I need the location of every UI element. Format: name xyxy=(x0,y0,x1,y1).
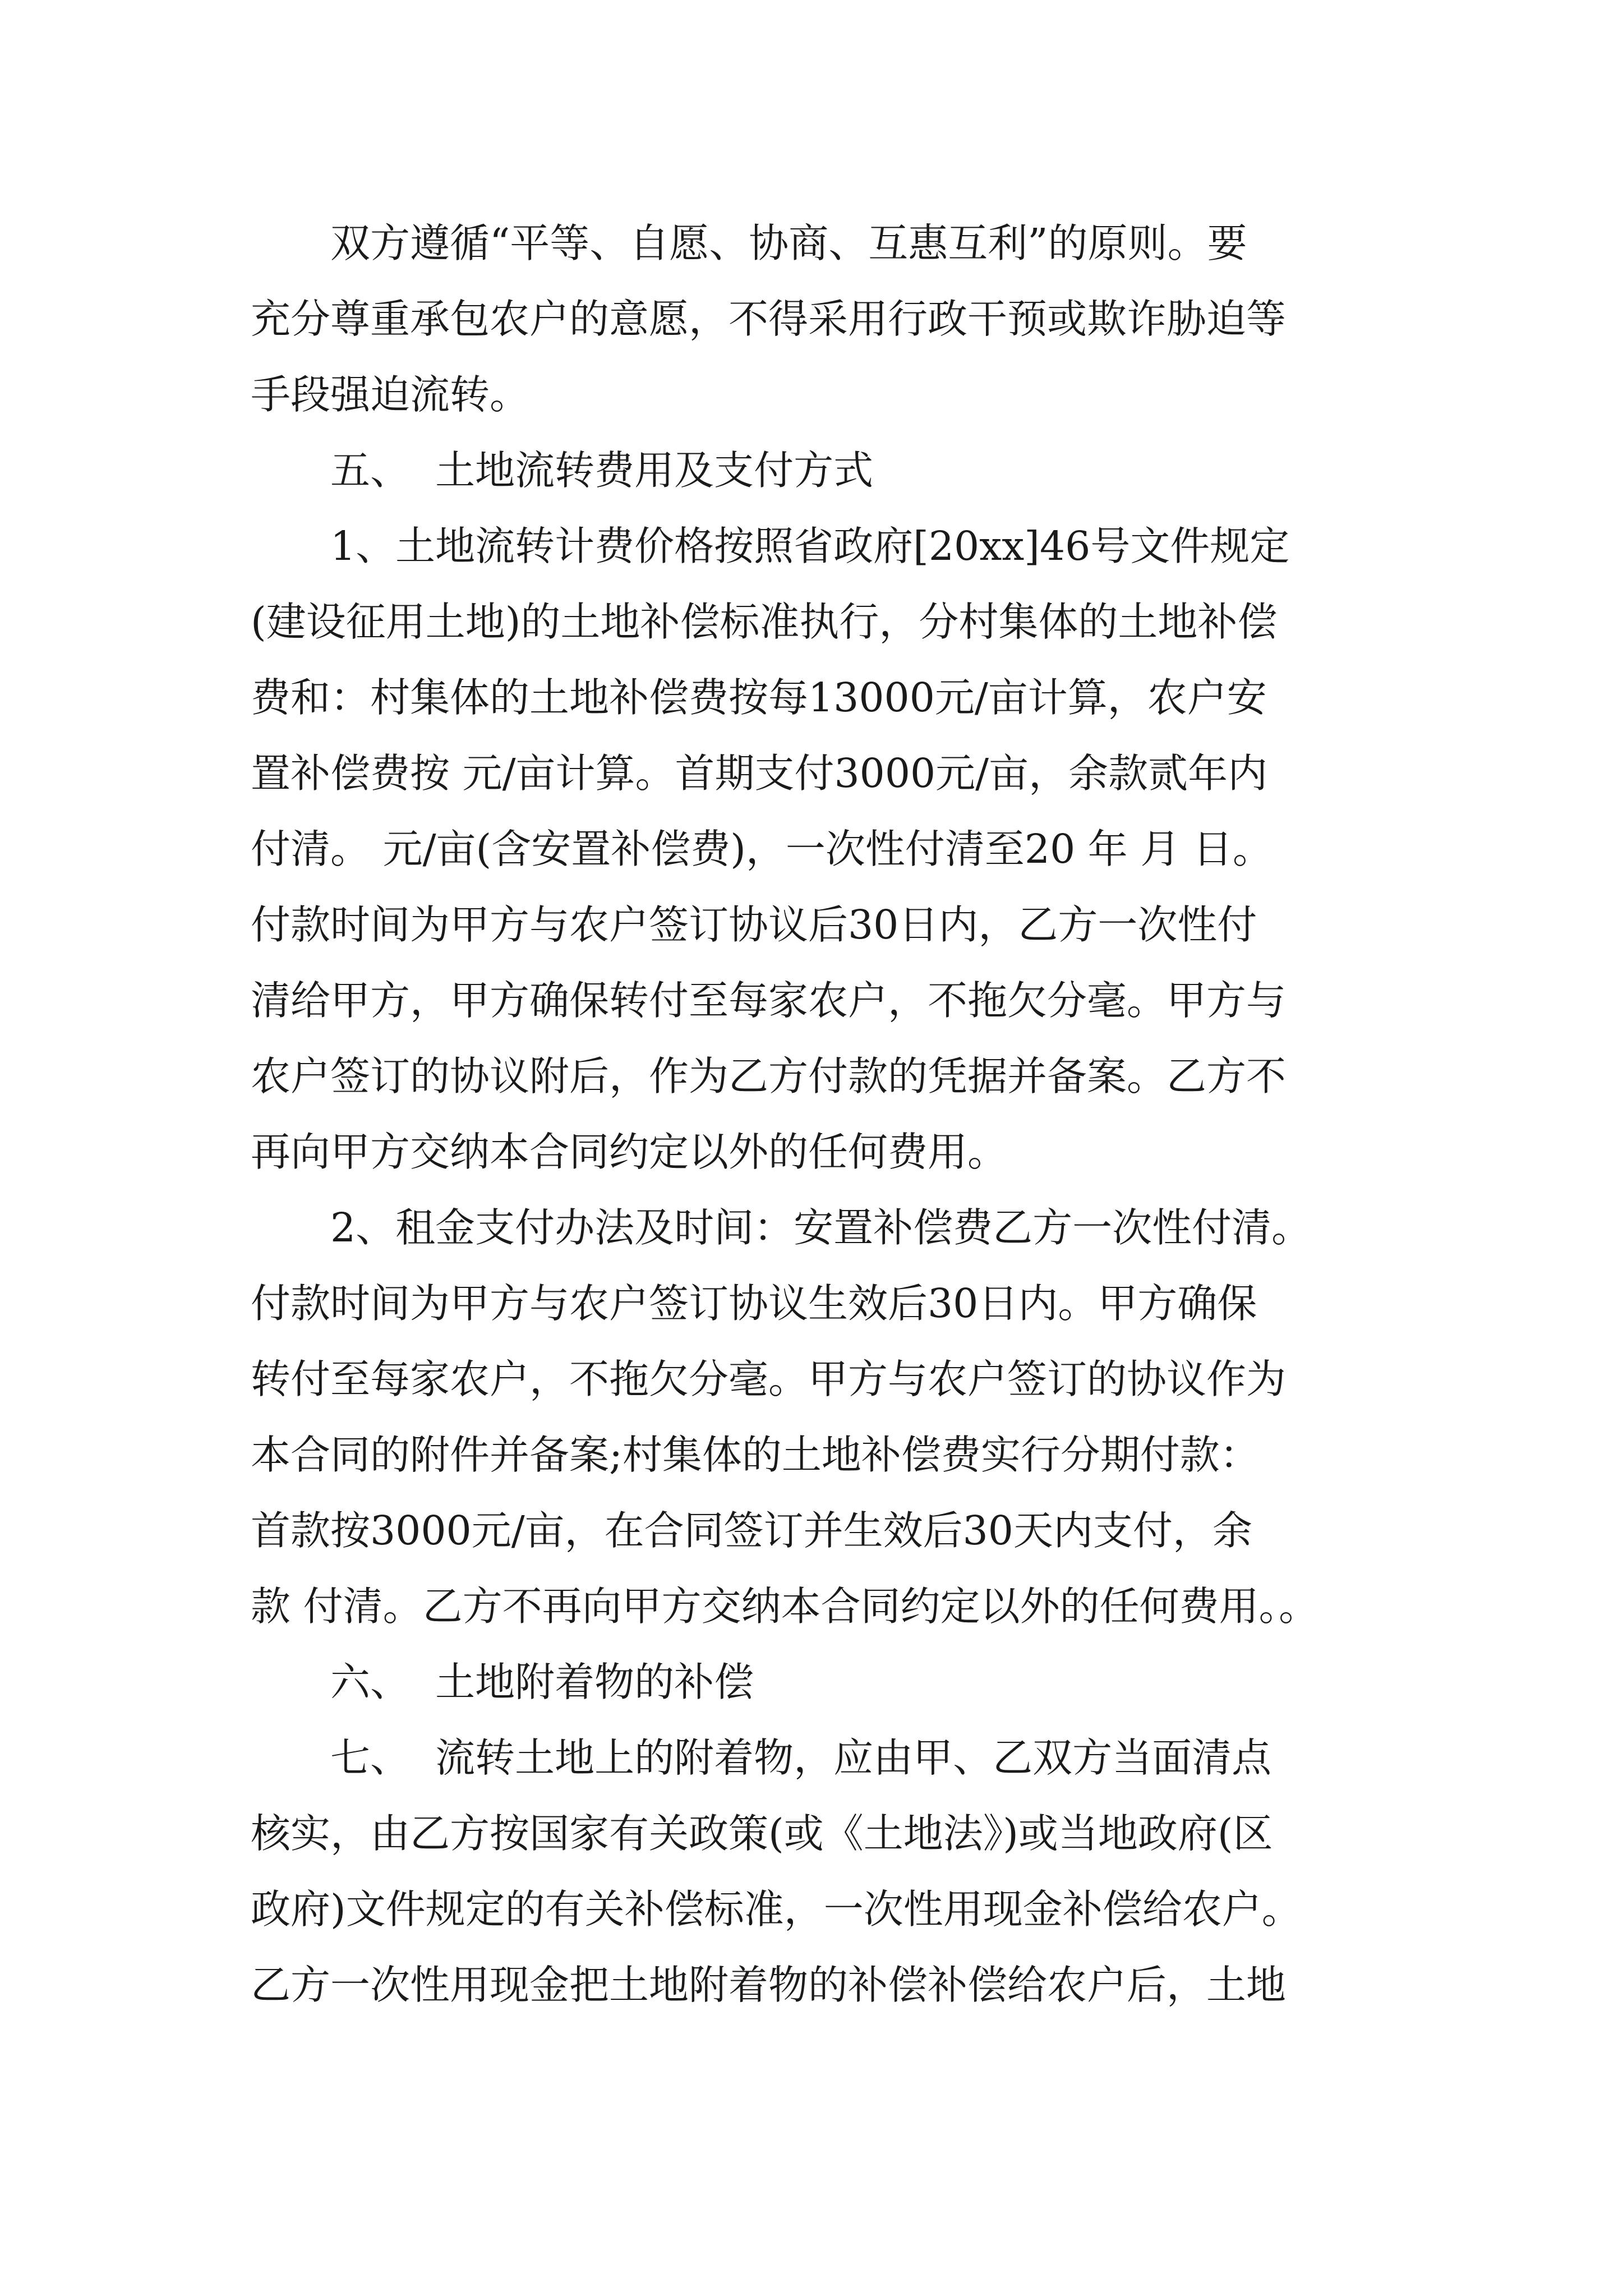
text-line: 乙方一次性用现金把土地附着物的补偿补偿给农户后，土地 xyxy=(251,1962,1287,2008)
document-body xyxy=(251,205,1378,2023)
text-line: 再向甲方交纳本合同约定以外的任何费用。 xyxy=(251,1129,1008,1175)
text-line: 置补偿费按 元/亩计算。首期支付3000元/亩，余款贰年内 xyxy=(251,750,1268,797)
text-line: 农户签订的协议附后，作为乙方付款的凭据并备案。乙方不 xyxy=(251,1053,1287,1099)
text-line: 政府)文件规定的有关补偿标准，一次性用现金补偿给农户。 xyxy=(251,1886,1302,1932)
text-line: 付清。 元/亩(含安置补偿费)，一次性付清至20 年 月 日。 xyxy=(251,826,1272,872)
text-line: 1、土地流转计费价格按照省政府[20xx]46号文件规定 xyxy=(330,523,1290,569)
text-line: 六、 土地附着物的补偿 xyxy=(330,1659,754,1705)
text-line: 核实，由乙方按国家有关政策(或《土地法》)或当地政府(区 xyxy=(251,1810,1273,1857)
text-line: 付款时间为甲方与农户签订协议后30日内，乙方一次性付 xyxy=(251,901,1257,948)
text-line: 双方遵循“平等、自愿、协商、互惠互利”的原则。要 xyxy=(330,220,1247,266)
text-line: 七、 流转土地上的附着物，应由甲、乙双方当面清点 xyxy=(330,1734,1272,1781)
text-line: 款 付清。乙方不再向甲方交纳本合同约定以外的任何费用。。 xyxy=(251,1583,1319,1630)
text-line: 2、租金支付办法及时间：安置补偿费乙方一次性付清。 xyxy=(330,1204,1312,1251)
text-line: 首款按3000元/亩，在合同签订并生效后30天内支付，余 xyxy=(251,1507,1252,1554)
text-line: 付款时间为甲方与农户签订协议生效后30日内。甲方确保 xyxy=(251,1280,1257,1327)
text-line: 清给甲方，甲方确保转付至每家农户，不拖欠分毫。甲方与 xyxy=(251,977,1287,1024)
text-line: 费和：村集体的土地补偿费按每13000元/亩计算，农户安 xyxy=(251,674,1267,721)
text-line: 充分尊重承包农户的意愿，不得采用行政干预或欺诈胁迫等 xyxy=(251,296,1287,342)
text-line: 转付至每家农户，不拖欠分毫。甲方与农户签订的协议作为 xyxy=(251,1356,1287,1402)
text-line: (建设征用土地)的土地补偿标准执行，分村集体的土地补偿 xyxy=(251,599,1278,645)
text-line: 五、 土地流转费用及支付方式 xyxy=(330,447,874,494)
text-line: 本合同的附件并备案;村集体的土地补偿费实行分期付款： xyxy=(251,1432,1260,1478)
text-line: 手段强迫流转。 xyxy=(251,371,530,418)
